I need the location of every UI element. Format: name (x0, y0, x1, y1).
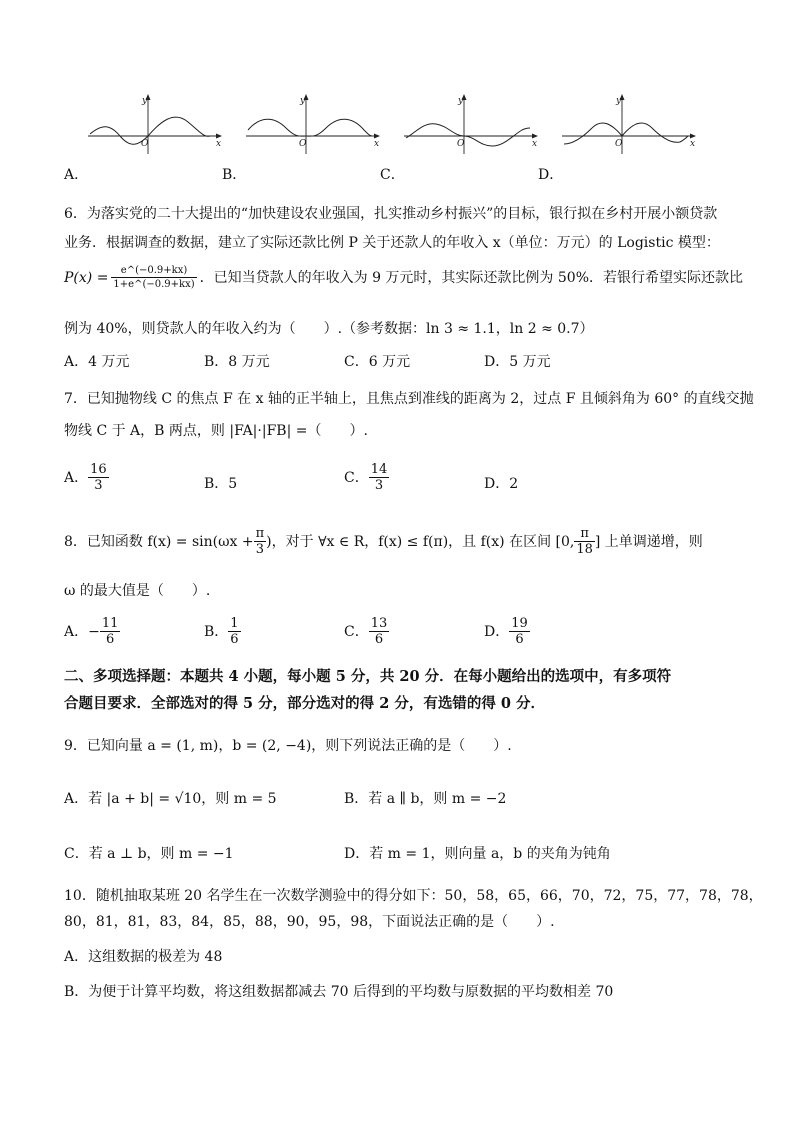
q8-option-d-label: D． (484, 623, 510, 640)
q8-pi18-num: π (574, 526, 595, 542)
q7-line-2: 物线 C 于 A，B 两点，则 |FA|·|FB| =（ ）. (64, 423, 368, 439)
q6-option-c: C．6 万元 (344, 354, 411, 370)
q6-formula-numerator: e^(−0.9+kx) (111, 264, 196, 278)
graph-a-svg (88, 92, 228, 156)
graph-option-c (404, 92, 544, 156)
q8-option-b (204, 616, 241, 647)
q6-formula-fraction (111, 264, 196, 291)
svg-text:O: O (615, 139, 623, 149)
graph-option-b (246, 92, 386, 156)
q7-option-a-fraction (88, 462, 109, 493)
q8-line-1 (64, 526, 703, 557)
q7-a-den: 3 (94, 478, 103, 493)
svg-text:x: x (690, 139, 696, 149)
q6-formula-row (64, 264, 743, 291)
q7-option-c (344, 462, 389, 493)
svg-text:O: O (141, 139, 149, 149)
q8-pi18-den: 18 (576, 542, 593, 557)
q6-line-1: 6．为落实党的二十大提出的“加快建设农业强国，扎实推动乡村振兴”的目标，银行拟在乡村开展小额贷款 (64, 206, 718, 222)
section-2-heading-line-1: 二、多项选择题：本题共 4 小题，每小题 5 分，共 20 分．在每小题给出的选项中，有多项符 (64, 668, 672, 685)
q8-b-den: 6 (230, 632, 239, 647)
q8-b-num: 1 (230, 616, 239, 631)
svg-text:y: y (458, 96, 464, 106)
graph-b-svg (246, 92, 386, 156)
svg-text:y: y (142, 96, 148, 106)
q8-option-c (344, 616, 389, 647)
q8-option-b-fraction (228, 616, 240, 647)
q6-option-a: A．4 万元 (64, 354, 130, 370)
q9-option-a: A．若 |a + b| = √10，则 m = 5 (64, 791, 277, 807)
q8-option-b-label: B． (204, 623, 229, 640)
q8-line-1-part-a: 8．已知函数 f(x) = sin(ωx + (64, 533, 254, 550)
q8-line-1-part-c: ] 上单调递增，则 (594, 533, 703, 550)
q8-line-1-part-b: )，对于 ∀x ∈ R，f(x) ≤ f(π)，且 f(x) 在区间 [0, (266, 533, 575, 550)
q9-option-c: C．若 a ⊥ b，则 m = −1 (64, 846, 234, 862)
q7-option-d: D．2 (484, 476, 519, 492)
q7-option-c-fraction (369, 462, 390, 493)
q8-a-den: 6 (105, 632, 115, 647)
q8-option-a-fraction (100, 616, 121, 647)
q8-option-d-fraction (509, 616, 530, 647)
svg-text:x: x (532, 139, 538, 149)
q8-option-a (64, 616, 120, 647)
q8-a-num: 11 (101, 616, 119, 631)
q6-line-4: 例为 40%，则贷款人的年收入约为（ ）.（参考数据：ln 3 ≈ 1.1，ln 2 ≈ 0.7） (64, 321, 594, 337)
svg-text:O: O (457, 139, 465, 149)
q6-option-d: D．5 万元 (484, 354, 551, 370)
q8-pi-den: 3 (255, 542, 265, 557)
q5-option-c-label: C． (380, 167, 405, 183)
q10-line-1: 10．随机抽取某班 20 名学生在一次数学测验中的得分如下：50，58，65，66，70，72，75，77，78，78， (64, 888, 763, 904)
svg-text:O: O (299, 139, 307, 149)
q8-c-num: 13 (370, 616, 388, 631)
q5-option-d-label: D． (538, 167, 564, 183)
q6-formula-lhs: P(x) = (64, 269, 109, 286)
q10-option-b: B．为便于计算平均数，将这组数据都减去 70 后得到的平均数与原数据的平均数相差 70 (64, 984, 614, 1000)
q9-stem: 9．已知向量 a = (1, m)，b = (2, −4)，则下列说法正确的是（ ）. (64, 738, 512, 754)
svg-text:y: y (616, 96, 622, 106)
graph-option-a (88, 92, 228, 156)
q8-option-c-label: C． (344, 623, 369, 640)
q5-option-b-label: B． (222, 167, 247, 183)
q7-option-b: B．5 (204, 476, 238, 492)
q5-option-a-label: A． (64, 167, 89, 183)
q7-line-1: 7．已知抛物线 C 的焦点 F 在 x 轴的正半轴上，且焦点到准线的距离为 2，过点 F 且倾斜角为 60° 的直线交抛 (64, 391, 754, 407)
q8-c-den: 6 (374, 632, 384, 647)
q8-option-c-fraction (369, 616, 390, 647)
q9-option-b: B．若 a ∥ b，则 m = −2 (344, 791, 507, 807)
q7-option-a-label: A． (64, 469, 89, 486)
q8-pi-over-3 (254, 526, 267, 557)
graph-c-svg (404, 92, 544, 156)
q8-option-a-label: A．− (64, 623, 100, 640)
graph-option-d (562, 92, 702, 156)
svg-text:y: y (300, 96, 306, 106)
q6-option-b: B．8 万元 (204, 354, 270, 370)
q6-line-2: 业务．根据调查的数据，建立了实际还款比例 P 关于还款人的年收入 x（单位：万元）的 Logistic 模型： (64, 235, 720, 251)
q8-pi-over-18 (574, 526, 595, 557)
q8-d-num: 19 (511, 616, 528, 631)
q8-line-2: ω 的最大值是（ ）. (64, 583, 211, 599)
svg-text:x: x (374, 139, 380, 149)
svg-text:x: x (216, 139, 222, 149)
q9-option-d: D．若 m = 1，则向量 a，b 的夹角为钝角 (344, 846, 611, 862)
graph-d-svg (562, 92, 702, 156)
q7-a-num: 16 (90, 462, 107, 477)
q7-option-a (64, 462, 109, 493)
q6-formula-denominator: 1+e^(−0.9+kx) (113, 279, 195, 290)
q8-d-den: 6 (515, 632, 524, 647)
q7-option-c-label: C． (344, 469, 369, 486)
q6-line-3: ．已知当贷款人的年收入为 9 万元时，其实际还款比例为 50%．若银行希望实际还款比 (199, 269, 743, 286)
q7-c-num: 14 (370, 462, 388, 477)
q7-c-den: 3 (374, 478, 384, 493)
q10-option-a: A．这组数据的极差为 48 (64, 949, 223, 965)
section-2-heading-line-2: 合题目要求．全部选对的得 5 分，部分选对的得 2 分，有选错的得 0 分． (64, 695, 546, 712)
q8-pi-num: π (255, 526, 265, 541)
q8-option-d (484, 616, 530, 647)
q10-line-2: 80，81，81，83，84，85，88，90，95，98，下面说法正确的是（ ）. (64, 914, 555, 930)
